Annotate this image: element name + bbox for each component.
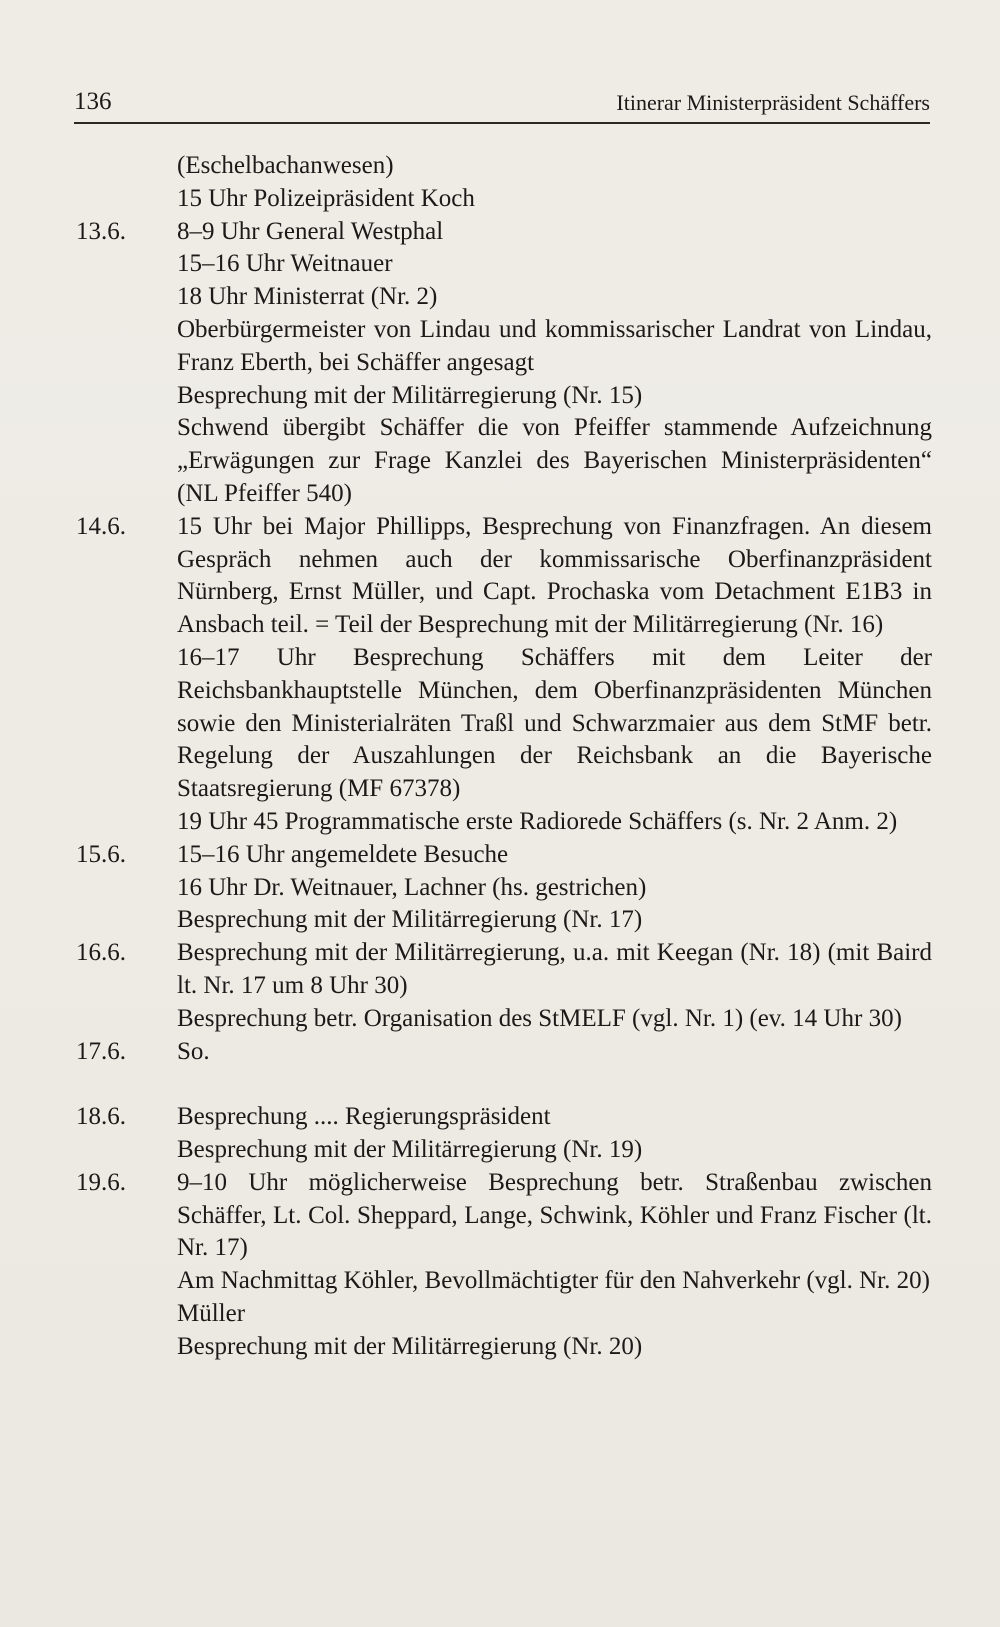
entry-text: Oberbürgermeister von Lindau und kommissarischer Landrat von Lindau, Franz Eberth, bei Schäffer angesagt — [177, 315, 932, 376]
running-title: Itinerar Ministerpräsident Schäffers — [616, 90, 930, 115]
itinerary-entry — [76, 1036, 932, 1069]
entry-text: Am Nachmittag Köhler, Bevollmächtigter für den Nahverkehr (vgl. Nr. 20) — [177, 1267, 930, 1295]
itinerary-entry — [76, 1101, 932, 1167]
itinerary-entry — [76, 1167, 932, 1364]
entry-date: 14.6. — [76, 512, 126, 540]
entry-text: 8–9 Uhr General Westphal — [177, 217, 444, 245]
page-number: 136 — [74, 88, 112, 115]
entry-text: 19 Uhr 45 Programmatische erste Radiorede Schäffers (s. Nr. 2 Anm. 2) — [177, 807, 898, 835]
entry-date: 18.6. — [76, 1103, 126, 1131]
entry-text: So. — [177, 1037, 210, 1065]
itinerary-entry — [76, 937, 932, 1035]
entry-text: Besprechung .... Regierungspräsident — [177, 1103, 551, 1131]
entry-text: 15–16 Uhr Weitnauer — [177, 250, 393, 278]
entry-date: 15.6. — [76, 840, 126, 868]
entry-date: 13.6. — [76, 217, 126, 245]
entry-text: Besprechung mit der Militärregierung (Nr. 17) — [177, 906, 643, 934]
itinerary-entries — [76, 150, 932, 1363]
entry-date: 16.6. — [76, 939, 126, 967]
itinerary-entry — [76, 150, 932, 216]
entry-text: Schwend übergibt Schäffer die von Pfeiffer stammende Aufzeichnung „Erwägungen zur Frage Kanzlei des Bayerischen Ministerpräsidenten“ (NL Pfeiffer 540) — [177, 414, 932, 507]
entry-text: Müller — [177, 1299, 246, 1327]
entry-text: 16–17 Uhr Besprechung Schäffers mit dem Leiter der Reichsbankhauptstelle München, dem Oberfinanzpräsidenten München sowie den Ministerialräten Traßl und Schwarzmaier aus dem StMF betr. Regelung der Auszahlungen der Reichsbank an die Bayerische Staatsregierung (MF 67378) — [177, 643, 932, 803]
entry-text: 15–16 Uhr angemeldete Besuche — [177, 840, 509, 868]
entry-date: 17.6. — [76, 1037, 126, 1065]
entry-text: Besprechung mit der Militärregierung (Nr. 15) — [177, 381, 643, 409]
entry-text: 16 Uhr Dr. Weitnauer, Lachner (hs. gestrichen) — [177, 873, 647, 901]
page-header — [74, 86, 930, 124]
itinerary-entry — [76, 216, 932, 511]
entry-text: 18 Uhr Ministerrat (Nr. 2) — [177, 283, 438, 311]
entry-date: 19.6. — [76, 1168, 126, 1196]
entry-text: Besprechung betr. Organisation des StMELF (vgl. Nr. 1) (ev. 14 Uhr 30) — [177, 1004, 902, 1032]
itinerary-entry — [76, 839, 932, 937]
entry-text: 15 Uhr Polizeipräsident Koch — [177, 184, 475, 212]
entry-text: (Eschelbachanwesen) — [177, 152, 394, 179]
entry-text: Besprechung mit der Militärregierung (Nr. 20) — [177, 1332, 643, 1360]
entry-text: 15 Uhr bei Major Phillipps, Besprechung von Finanzfragen. An diesem Gespräch nehmen auch der kommissarische Oberfinanzpräsident Nürnberg, Ernst Müller, und Capt. Prochaska vom Detachment E1B3 in Ansbach teil. = Teil der Besprechung mit der Militärregierung (Nr. 16) — [177, 512, 932, 639]
entry-text: Besprechung mit der Militärregierung, u.a. mit Keegan (Nr. 18) (mit Baird lt. Nr. 17 um 8 Uhr 30) — [177, 939, 932, 999]
entry-text: 9–10 Uhr möglicherweise Besprechung betr. Straßenbau zwischen Schäffer, Lt. Col. Sheppard, Lange, Schwink, Köhler und Franz Fischer (lt. Nr. 17) — [177, 1168, 932, 1262]
itinerary-entry — [76, 511, 932, 839]
blank-line — [76, 1068, 932, 1101]
entry-text: Besprechung mit der Militärregierung (Nr. 19) — [177, 1135, 643, 1163]
